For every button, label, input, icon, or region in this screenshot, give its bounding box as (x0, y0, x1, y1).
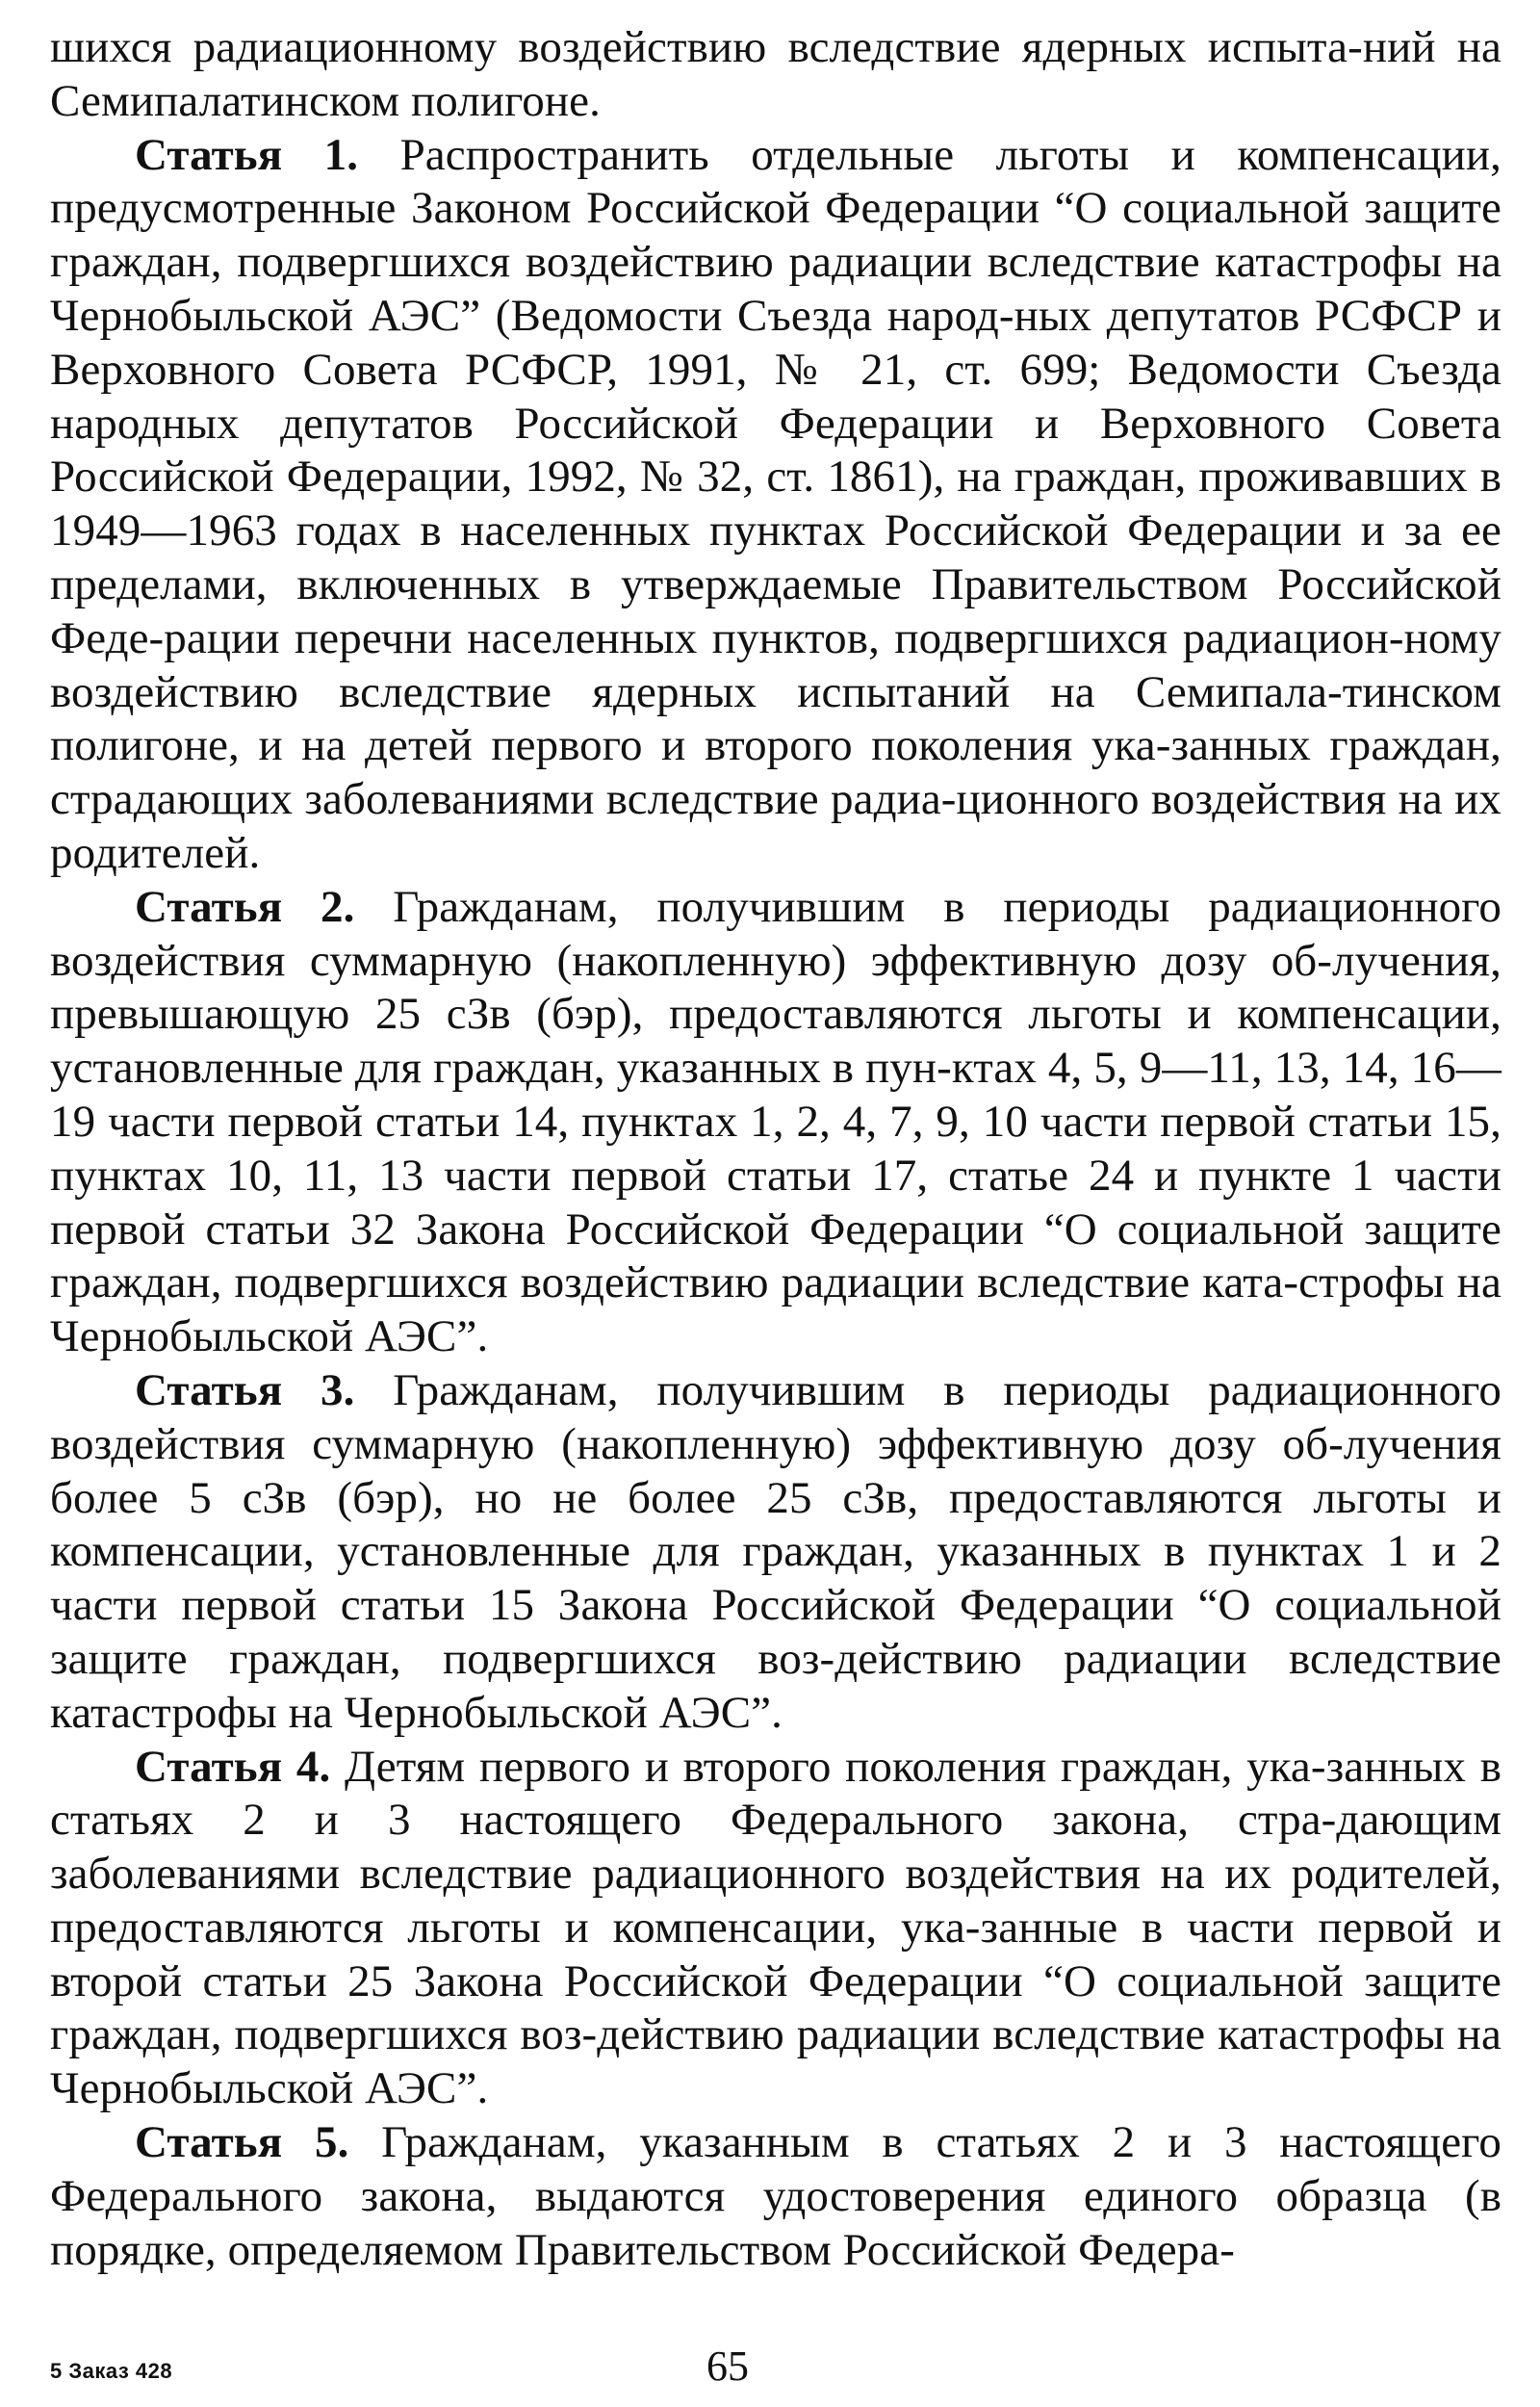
article-2-heading: Статья 2. (135, 881, 355, 932)
article-1-paragraph (50, 129, 1502, 881)
article-4-text: Детям первого и второго поколения граждан, ука-занных в статьях 2 и 3 настоящего Федерального закона, стра-дающим заболеваниями вследствие радиационного воздействия на их родителей, предоставляются льготы и компенсации, ука-занные в части первой и второй статьи 25 Закона Российской Федерации “О социальной защите граждан, подвергшихся воз-действию радиации вследствие катастрофы на Чернобыльской АЭС”. (50, 1741, 1502, 2114)
article-5-text: Гражданам, указанным в статьях 2 и 3 настоящего Федерального закона, выдаются удостоверения единого образца (в порядке, определяемом Правительством Российской Федера- (50, 2117, 1502, 2275)
printing-signature: 5 Заказ 428 (50, 2359, 173, 2383)
article-2-text: Гражданам, получившим в периоды радиационного воздействия суммарную (накопленную) эффективную дозу об-лучения, превышающую 25 сЗв (бэр), предоставляются льготы и компенсации, установленные для граждан, указанных в пун-ктах 4, 5, 9—11, 13, 14, 16—19 части первой статьи 14, пунктах 1, 2, 4, 7, 9, 10 части первой статьи 15, пунктах 10, 11, 13 части первой статьи 17, статье 24 и пункте 1 части первой статьи 32 Закона Российской Федерации “О социальной защите граждан, подвергшихся воздействию радиации вследствие ката-строфы на Чернобыльской АЭС”. (50, 881, 1502, 1362)
document-page (50, 21, 1502, 2277)
article-3-text: Гражданам, получившим в периоды радиационного воздействия суммарную (накопленную) эффективную дозу об-лучения более 5 сЗв (бэр), но не более 25 сЗв, предоставляются льготы и компенсации, установленные для граждан, указанных в пунктах 1 и 2 части первой статьи 15 Закона Российской Федерации “О социальной защите граждан, подвергшихся воз-действию радиации вследствие катастрофы на Чернобыльской АЭС”. (50, 1364, 1502, 1738)
article-5-paragraph (50, 2116, 1502, 2277)
intro-paragraph: шихся радиационному воздействию вследствие ядерных испыта-ний на Семипалатинском полигоне. (50, 22, 1502, 126)
article-3-heading: Статья 3. (135, 1364, 355, 1415)
article-5-heading: Статья 5. (135, 2117, 349, 2168)
article-1-heading: Статья 1. (135, 129, 359, 180)
page-number: 65 (706, 2342, 749, 2390)
article-2-paragraph (50, 881, 1502, 1364)
article-4-paragraph (50, 1741, 1502, 2117)
article-4-heading: Статья 4. (135, 1741, 331, 1792)
article-3-paragraph (50, 1364, 1502, 1741)
article-1-text: Распространить отдельные льготы и компенсации, предусмотренные Законом Российской Федерации “О социальной защите граждан, подвергшихся воздействию радиации вследствие катастрофы на Чернобыльской АЭС” (Ведомости Съезда народ-ных депутатов РСФСР и Верховного Совета РСФСР, 1991, № 21, ст. 699; Ведомости Съезда народных депутатов Российской Федерации и Верховного Совета Российской Федерации, 1992, № 32, ст. 1861), на граждан, проживавших в 1949—1963 годах в населенных пунктах Российской Федерации и за ее пределами, включенных в утверждаемые Правительством Российской Феде-рации перечни населенных пунктов, подвергшихся радиацион-ному воздействию вследствие ядерных испытаний на Семипала-тинском полигоне, и на детей первого и второго поколения ука-занных граждан, страдающих заболеваниями вследствие радиа-ционного воздействия на их родителей. (50, 129, 1502, 878)
page-footer (50, 2342, 1502, 2399)
